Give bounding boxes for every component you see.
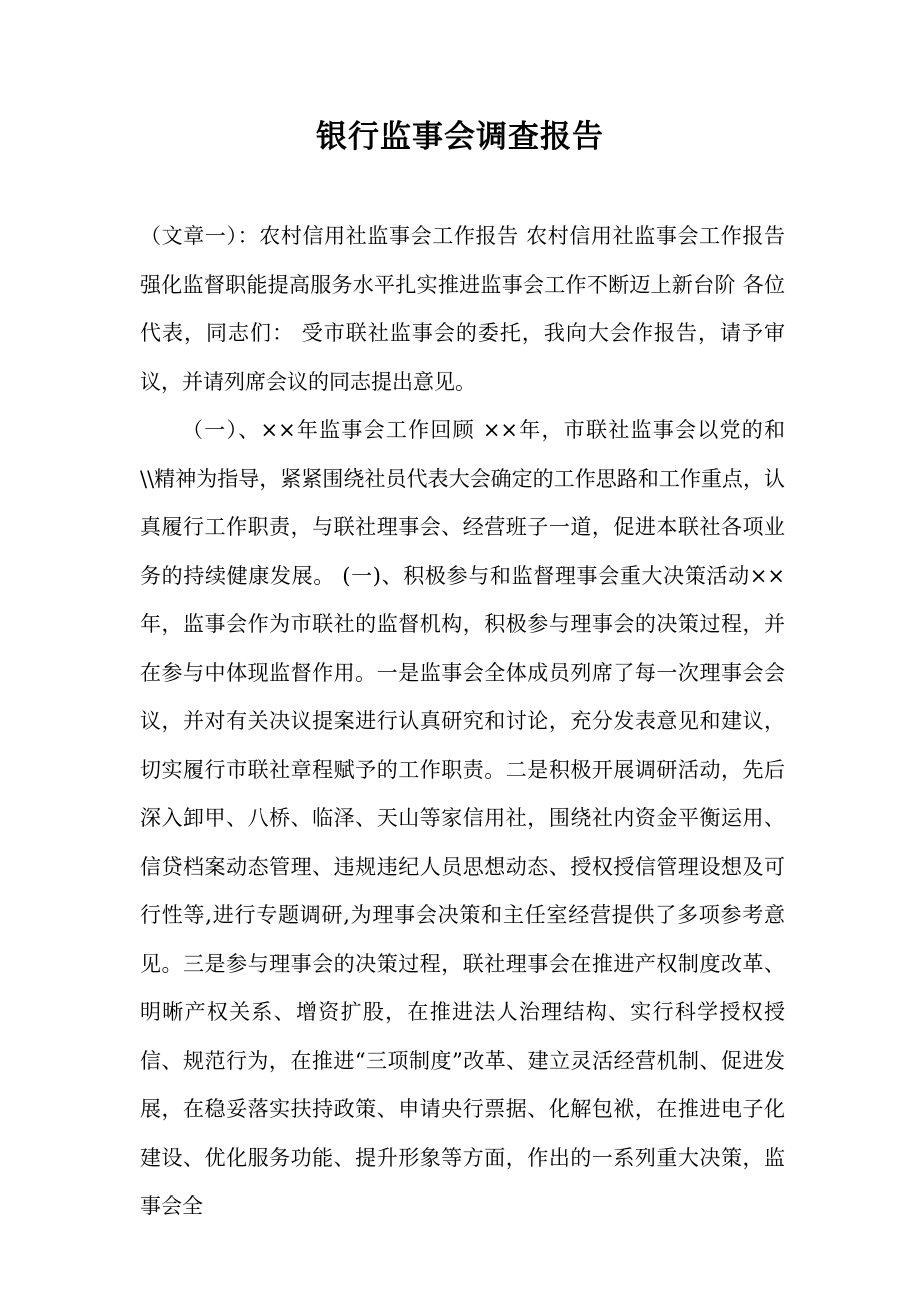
document-body — [140, 212, 785, 1231]
paragraph-review: （一）、××年监事会工作回顾 ××年，市联社监事会以党的和\\精神为指导，紧紧围绕社员代表大会确定的工作思路和工作重点，认真履行工作职责，与联社理事会、经营班子一道，促进本联社各项业务的持续健康发展。 (一)、积极参与和监督理事会重大决策活动××年，监事会作为市联社的监督机构，积极参与理事会的决策过程，并在参与中体现监督作用。一是监事会全体成员列席了每一次理事会会议，并对有关决议提案进行认真研究和讨论，充分发表意见和建议，切实履行市联社章程赋予的工作职责。二是积极开展调研活动，先后深入卸甲、八桥、临泽、天山等家信用社，围绕社内资金平衡运用、信贷档案动态管理、违规违纪人员思想动态、授权授信管理设想及可行性等,进行专题调研,为理事会决策和主任室经营提供了多项参考意见。三是参与理事会的决策过程，联社理事会在推进产权制度改革、明晰产权关系、增资扩股，在推进法人治理结构、实行科学授权授信、规范行为，在推进“三项制度”改革、建立灵活经营机制、促进发展，在稳妥落实扶持政策、申请央行票据、化解包袱，在推进电子化建设、优化服务功能、提升形象等方面，作出的一系列重大决策，监事会全 — [140, 418, 785, 1218]
document-title: 银行监事会调查报告 — [316, 119, 604, 155]
paragraph-intro: （文章一）：农村信用社监事会工作报告 农村信用社监事会工作报告 强化监督职能提高服务水平扎实推进监事会工作不断迈上新台阶 各位代表，同志们： 受市联社监事会的委托，我向大会作报告，请予审议，并请列席会议的同志提出意见。 — [140, 224, 785, 394]
